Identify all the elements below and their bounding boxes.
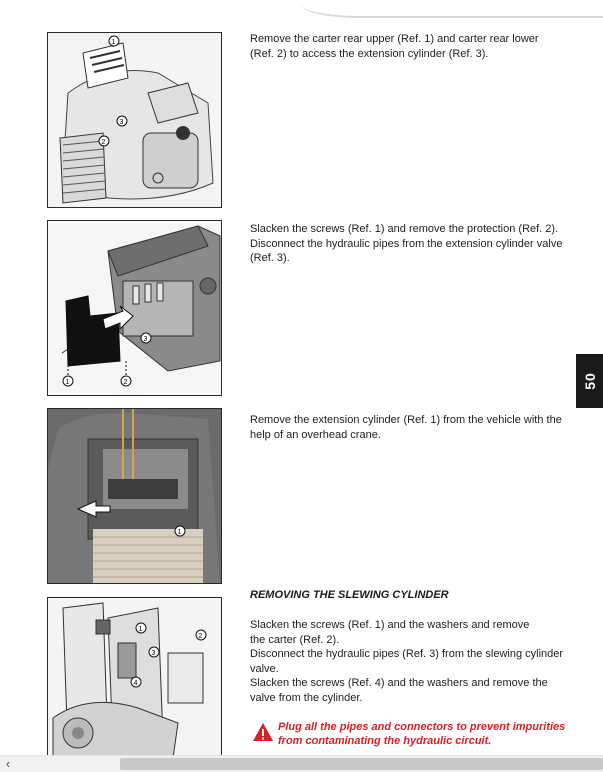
callout-4: 4	[133, 680, 138, 687]
section-body: Slacken the screws (Ref. 1) and the washers and remove the carter (Ref. 2). Disconnect the hydraulic pipes (Ref. 3) from the slewing cylinder valve. Slacken the screws (Ref. 4) and the washers and remove the valve from the cylinder.	[250, 619, 564, 704]
callout-2: 2	[198, 633, 203, 640]
callout-2: 2	[101, 139, 106, 146]
callout-3: 3	[143, 336, 148, 343]
chapter-number: 50	[581, 372, 598, 390]
callout-1: 1	[177, 529, 182, 536]
scroll-left-icon[interactable]: ‹	[5, 756, 11, 771]
callout-1: 1	[65, 379, 70, 386]
warning-line-2: from contaminating the hydraulic circuit.	[278, 735, 492, 747]
page-header-curve	[300, 0, 603, 18]
slewing-cylinder-illustration	[48, 598, 221, 758]
chapter-tab	[576, 354, 603, 408]
figure-carter-rear	[47, 32, 222, 208]
warning-triangle-icon	[252, 722, 274, 742]
figure-extension-cylinder	[47, 408, 222, 584]
extension-cylinder-photo	[48, 409, 221, 583]
callout-3: 3	[151, 650, 156, 657]
carter-rear-illustration	[48, 33, 221, 207]
callout-3: 3	[119, 119, 124, 126]
figure-slewing-cylinder	[47, 597, 222, 759]
figure-protection-removal	[47, 220, 222, 396]
warning-note	[252, 720, 572, 752]
callout-2: 2	[123, 379, 128, 386]
scrollbar-thumb[interactable]	[120, 758, 603, 770]
warning-line-1: Plug all the pipes and connectors to prevent impurities	[278, 721, 566, 733]
step-2-text: Slacken the screws (Ref. 1) and remove the protection (Ref. 2). Disconnect the hydraulic pipes from the extension cylinder valve (Ref. 3).	[250, 223, 563, 264]
horizontal-scrollbar[interactable]	[0, 755, 603, 772]
section-heading: REMOVING THE SLEWING CYLINDER	[250, 589, 449, 601]
protection-illustration	[48, 221, 221, 395]
callout-1: 1	[111, 39, 116, 46]
callout-1: 1	[138, 626, 143, 633]
step-1-text: Remove the carter rear upper (Ref. 1) and carter rear lower (Ref. 2) to access the extension cylinder (Ref. 3).	[250, 33, 539, 60]
step-3-text: Remove the extension cylinder (Ref. 1) from the vehicle with the help of an overhead crane.	[250, 414, 562, 441]
